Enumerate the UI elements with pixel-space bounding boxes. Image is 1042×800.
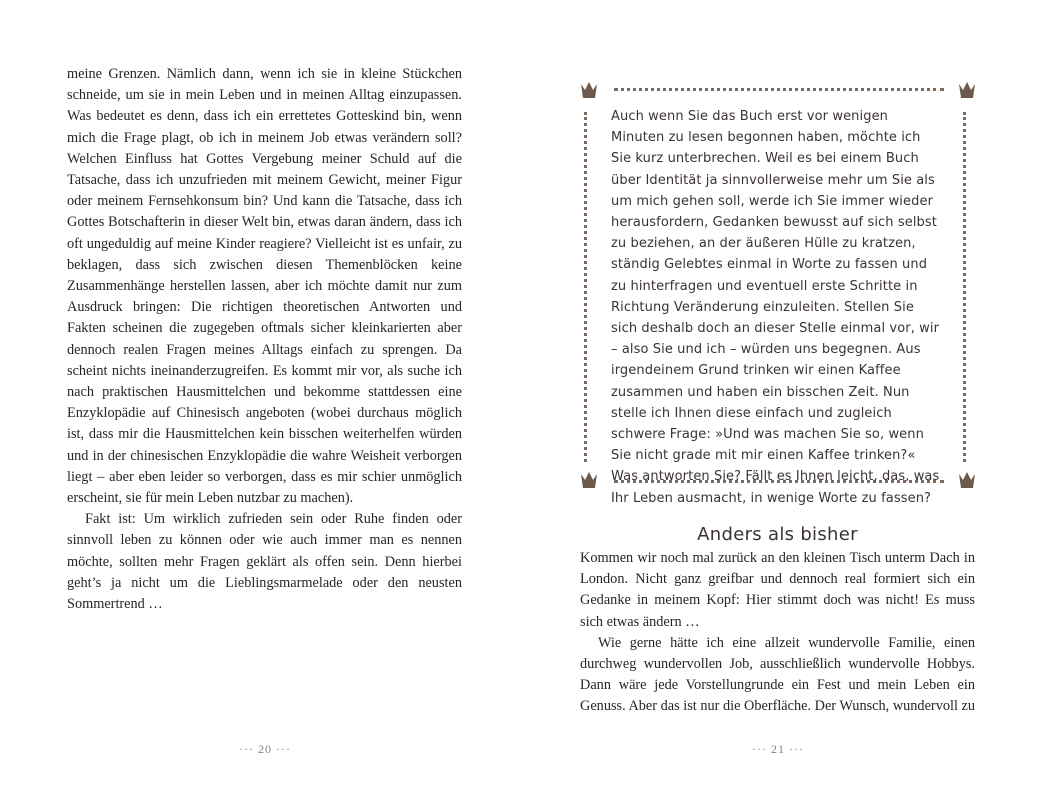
right-paragraph-2: Wie gerne hätte ich eine allzeit wundervolle Familie, einen durchweg wundervollen Job, ausschließlich wundervolle Hobbys. Dann wäre jede Vorstellungrunde ein Fest und mein Leben ein Genuss. Aber das ist nur die Oberfläche. Der Wunsch, wundervoll zu [580, 634, 975, 715]
box-right-border [963, 112, 966, 462]
left-paragraph-2: Fakt ist: Um wirklich zufrieden sein oder Ruhe finden oder sinnvoll leben zu können oder wie auch immer man es nennen möchte, sollten mehr Fragen geklärt als offen sein. Denn hierbei geht’s ja nicht um die Lieblingsmarmelade oder den neusten Sommertrend … [67, 511, 462, 613]
crown-ornament-icon [580, 80, 598, 100]
box-left-border [584, 112, 587, 462]
page-number-right: ··· 21 ··· [752, 742, 804, 756]
right-body-text [580, 548, 975, 718]
right-page [521, 0, 1042, 800]
crown-ornament-icon [958, 470, 976, 490]
box-paragraph: Auch wenn Sie das Buch erst vor wenigen Minuten zu lesen begonnen haben, möchte ich Sie kurz unterbrechen. Weil es bei einem Buch über Identität ja sinnvollerweise mehr um Sie als um mich gehen soll, werde ich Sie immer wieder herausfordern, Gedanken bewusst auf sich selbst zu beziehen, an der äußeren Hülle zu kratzen, ständig Gelebtes einmal in Worte zu fassen und zu hinterfragen und eventuell erste Schritte in Richtung Veränderung einzuleiten. Stellen Sie sich deshalb doch an dieser Stelle einmal vor, wir – also Sie und ich – würden uns begegnen. Aus irgendeinem Grund trinken wir einen Kaffee zusammen und haben ein bisschen Zeit. Nun stelle ich Ihnen diese einfach und zugleich schwere Frage: »Und was machen Sie so, wenn Sie nicht grade mit mir einen Kaffee trinken?« Was antworten Sie? Fällt es Ihnen leicht, das, was Ihr Leben ausmacht, in wenige Worte zu fassen? [611, 109, 940, 506]
crown-ornament-icon [958, 80, 976, 100]
crown-ornament-icon [580, 470, 598, 490]
left-paragraph-1: meine Grenzen. Nämlich dann, wenn ich sie in kleine Stückchen schneide, um sie in mein Leben und in meinen Alltag einzupassen. Was bedeutet es denn, dass ich ein errettetes Gotteskind bin, wenn mich die Frage plagt, ob ich in meinem Job etwas verändern soll? Welchen Einfluss hat Gottes Vergebung meiner Schuld auf die Tatsache, dass ich unzufrieden mit meinem Gewicht, meiner Figur oder meinem Fernsehkonsum bin? Und kann die Tatsache, dass ich Gottes Botschafterin in dieser Welt bin, etwas daran ändern, dass ich oft ungeduldig auf meine Kinder reagiere? Vielleicht ist es unfair, zu beklagen, dass sich zwischen diesen Themenblöcken keine Zusammenhänge herstellen lassen, aber ich möchte damit nur zum Ausdruck bringen: Die richtigen theoretischen Antworten und Fakten scheinen die zugegeben oftmals sicher kleinkarierten aber dennoch realen Fragen meines Alltags einfach zu sprengen. Da scheint nichts ineinanderzugreifen. Es kommt mir vor, als suche ich nach praktischen Hausmittelchen und bekomme stattdessen eine Enzyklopädie auf Chinesisch angeboten (wobei durchaus möglich ist, dass mir die Hausmittelchen kein bisschen weiterhelfen würden und in der chinesischen Enzyklopädie die wahre Weisheit verborgen liegt – aber eben leider so verborgen, dass es mir schier unmöglich erscheint, sie für mein Leben nutzbar zu machen). [67, 66, 462, 507]
page-number-left: ··· 20 ··· [239, 742, 291, 756]
right-paragraph-1: Kommen wir noch mal zurück an den kleinen Tisch unterm Dach in London. Nicht ganz greifbar und dennoch real formiert sich ein Gedanke in meinem Kopf: Hier stimmt doch was nicht! Es muss sich etwas ändern … [580, 550, 975, 630]
left-body-text [67, 64, 462, 615]
box-text [611, 106, 941, 509]
box-top-border [614, 88, 944, 91]
section-heading: Anders als bisher [697, 524, 858, 545]
